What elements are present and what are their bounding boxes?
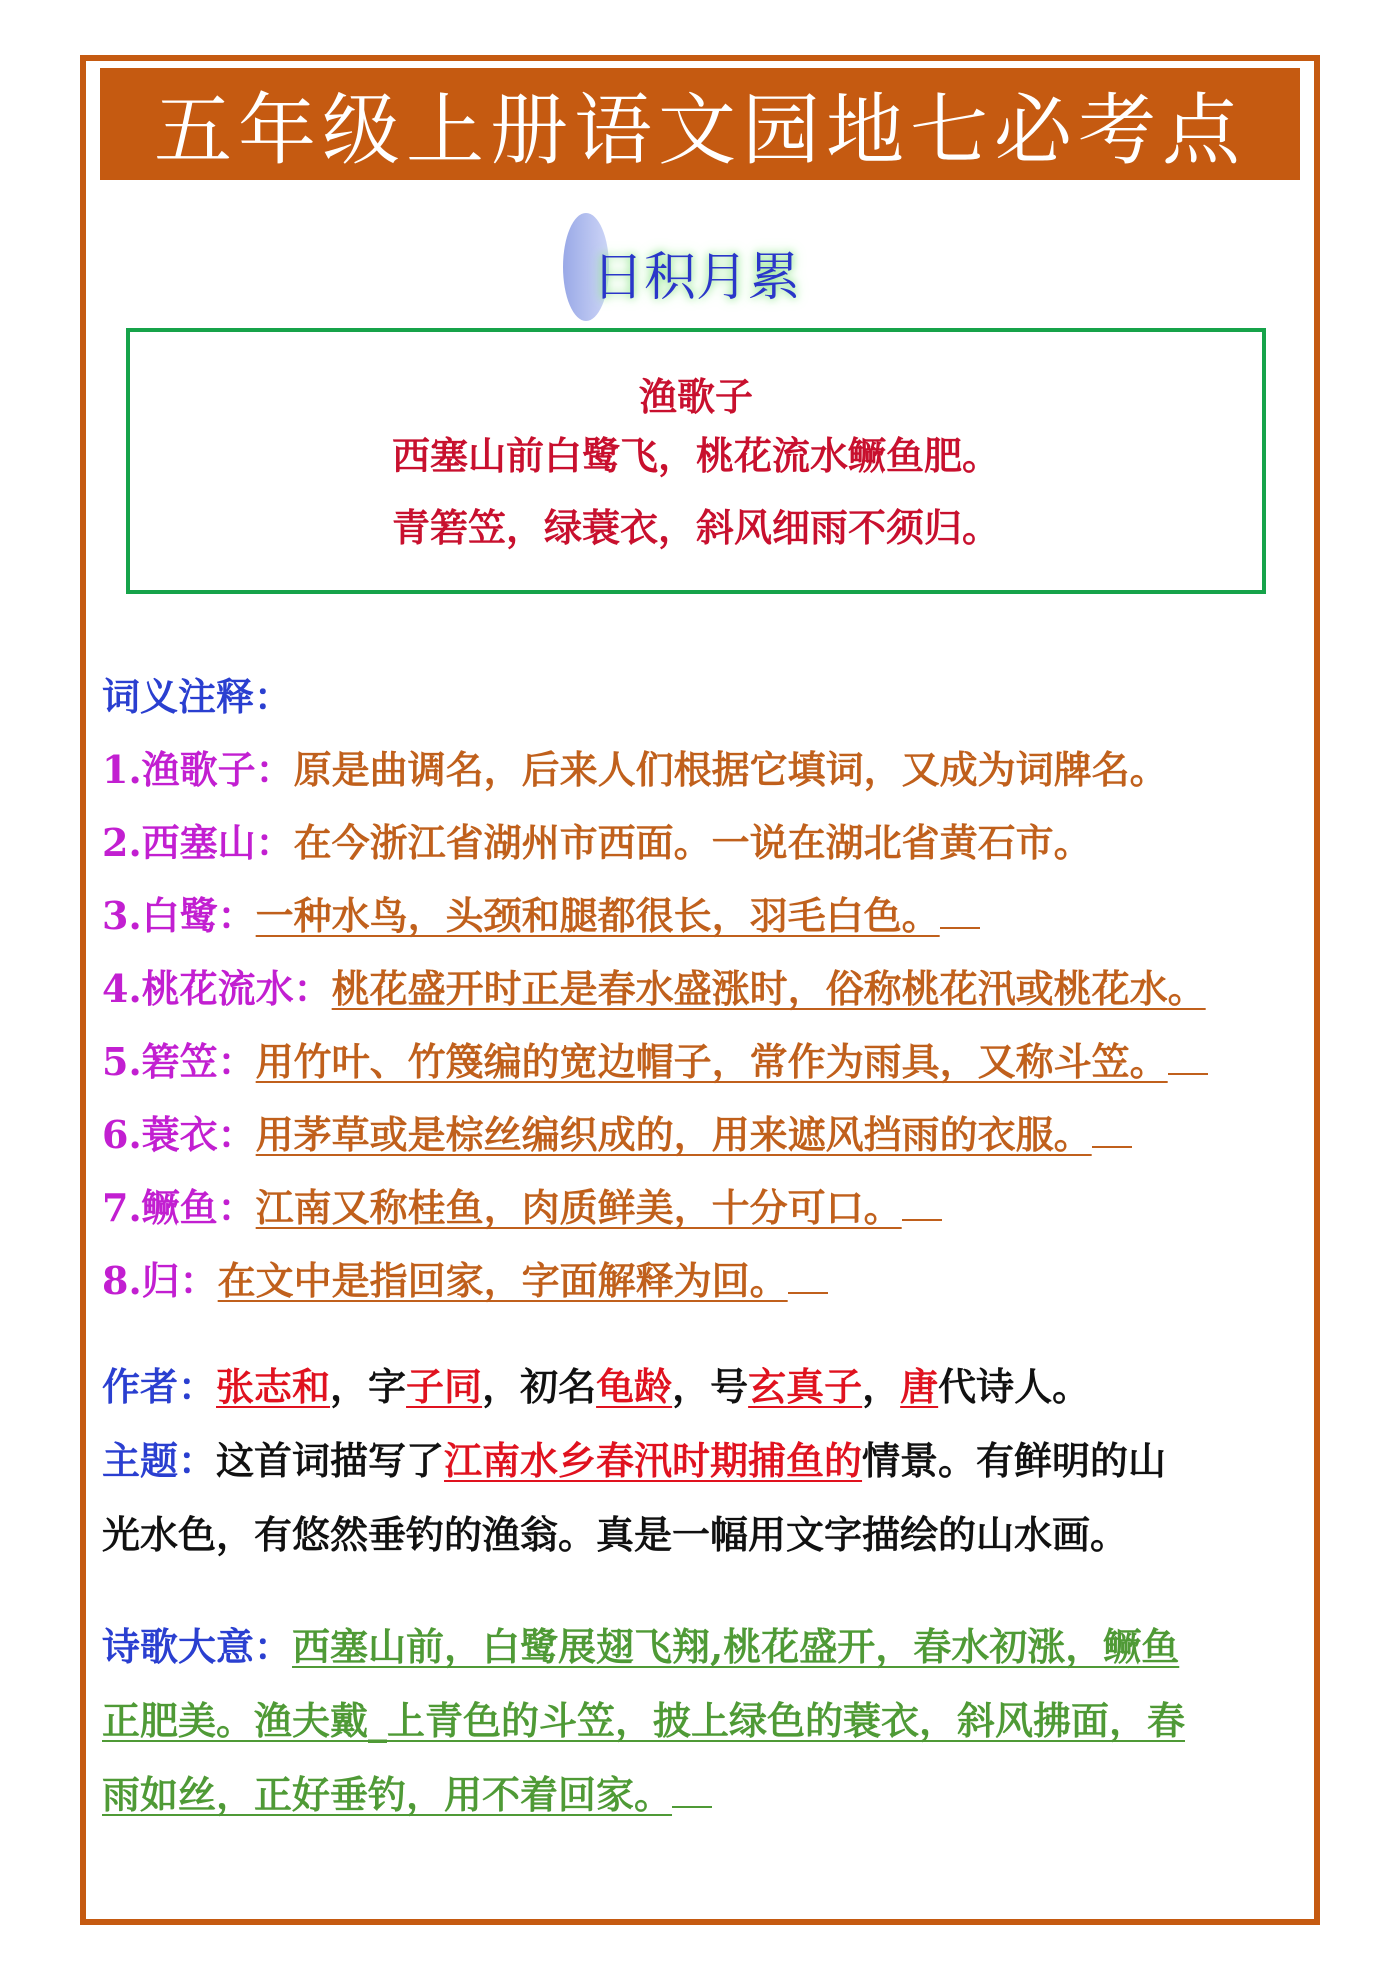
author-alias: 玄真子 bbox=[748, 1364, 863, 1409]
underline-tail bbox=[1168, 1072, 1208, 1075]
note-term: 2.西塞山： bbox=[102, 820, 294, 865]
note-item bbox=[102, 1244, 1302, 1317]
author-theme-block bbox=[102, 1350, 1302, 1572]
meaning-text: 正肥美。渔夫戴_上青色的斗笠，披上绿色的蓑衣，斜风拂面，春 bbox=[102, 1698, 1186, 1743]
theme-text: 这首词描写了 bbox=[216, 1438, 445, 1483]
note-term: 6.蓑衣： bbox=[102, 1112, 256, 1157]
note-definition: 用竹叶、竹篾编的宽边帽子，常作为雨具，又称斗笠。 bbox=[255, 1039, 1168, 1084]
poem-line: 青箬笠，绿蓑衣，斜风细雨不须归。 bbox=[391, 505, 1000, 550]
author-text: ，字 bbox=[330, 1364, 407, 1409]
author-name: 张志和 bbox=[216, 1364, 331, 1409]
author-text: ，初名 bbox=[482, 1364, 597, 1409]
word-notes bbox=[102, 660, 1302, 1317]
poem-line: 西塞山前白鹭飞，桃花流水鳜鱼肥。 bbox=[391, 433, 1000, 478]
underline-tail bbox=[788, 1291, 828, 1294]
page-title: 五年级上册语文园地七必考点 bbox=[100, 68, 1300, 180]
note-term: 7.鳜鱼： bbox=[102, 1185, 256, 1230]
note-definition: 一种水鸟，头颈和腿都很长，羽毛白色。 bbox=[255, 893, 940, 938]
theme-label: 主题： bbox=[102, 1438, 217, 1483]
meaning-text: 雨如丝，正好垂钓，用不着回家。 bbox=[102, 1772, 673, 1817]
note-item bbox=[102, 806, 1302, 879]
theme-line bbox=[102, 1424, 1302, 1498]
author-original-name: 龟龄 bbox=[596, 1364, 673, 1409]
meaning-label: 诗歌大意： bbox=[102, 1624, 293, 1669]
underline-tail bbox=[672, 1805, 712, 1808]
poem-box bbox=[126, 328, 1266, 594]
author-text: ，号 bbox=[672, 1364, 749, 1409]
author-text: ， bbox=[862, 1364, 901, 1409]
meaning-text: 西塞山前，白鹭展翅飞翔,桃花盛开，春水初涨，鳜鱼 bbox=[292, 1624, 1180, 1669]
meaning-line bbox=[102, 1610, 1302, 1684]
note-term: 8.归： bbox=[102, 1258, 218, 1303]
note-definition: 在文中是指回家，字面解释为回。 bbox=[217, 1258, 788, 1303]
note-term: 3.白鹭： bbox=[102, 893, 256, 938]
underline-tail bbox=[902, 1218, 942, 1221]
note-item bbox=[102, 879, 1302, 952]
theme-highlight: 江南水乡春汛时期捕鱼的 bbox=[444, 1438, 863, 1483]
underline-tail bbox=[940, 926, 980, 929]
note-item bbox=[102, 1025, 1302, 1098]
meaning-line bbox=[102, 1758, 1302, 1832]
author-courtesy-name: 子同 bbox=[406, 1364, 483, 1409]
note-definition: 在今浙江省湖州市西面。一说在湖北省黄石市。 bbox=[293, 820, 1092, 865]
theme-line-2: 光水色，有悠然垂钓的渔翁。真是一幅用文字描绘的山水画。 bbox=[102, 1512, 1129, 1557]
section-header bbox=[0, 205, 1400, 315]
poem-title: 渔歌子 bbox=[638, 374, 753, 419]
note-term: 5.箬笠： bbox=[102, 1039, 256, 1084]
note-item bbox=[102, 1098, 1302, 1171]
note-item bbox=[102, 952, 1302, 1025]
poem-meaning-block bbox=[102, 1610, 1302, 1832]
note-definition: 江南又称桂鱼，肉质鲜美，十分可口。 bbox=[255, 1185, 902, 1230]
note-definition: 用茅草或是棕丝编织成的，用来遮风挡雨的衣服。 bbox=[255, 1112, 1092, 1157]
author-label: 作者： bbox=[102, 1364, 217, 1409]
author-text: 代诗人。 bbox=[938, 1364, 1091, 1409]
note-item bbox=[102, 1171, 1302, 1244]
note-definition: 桃花盛开时正是春水盛涨时，俗称桃花汛或桃花水。 bbox=[331, 966, 1206, 1011]
note-definition: 原是曲调名，后来人们根据它填词，又成为词牌名。 bbox=[293, 747, 1168, 792]
note-item bbox=[102, 733, 1302, 806]
author-dynasty: 唐 bbox=[900, 1364, 939, 1409]
note-term: 1.渔歌子： bbox=[102, 747, 294, 792]
notes-heading: 词义注释： bbox=[102, 674, 293, 719]
section-heading: 日积月累 bbox=[592, 248, 801, 308]
theme-text: 情景。有鲜明的山 bbox=[862, 1438, 1167, 1483]
note-term: 4.桃花流水： bbox=[102, 966, 332, 1011]
underline-tail bbox=[1092, 1145, 1132, 1148]
author-line bbox=[102, 1350, 1302, 1424]
